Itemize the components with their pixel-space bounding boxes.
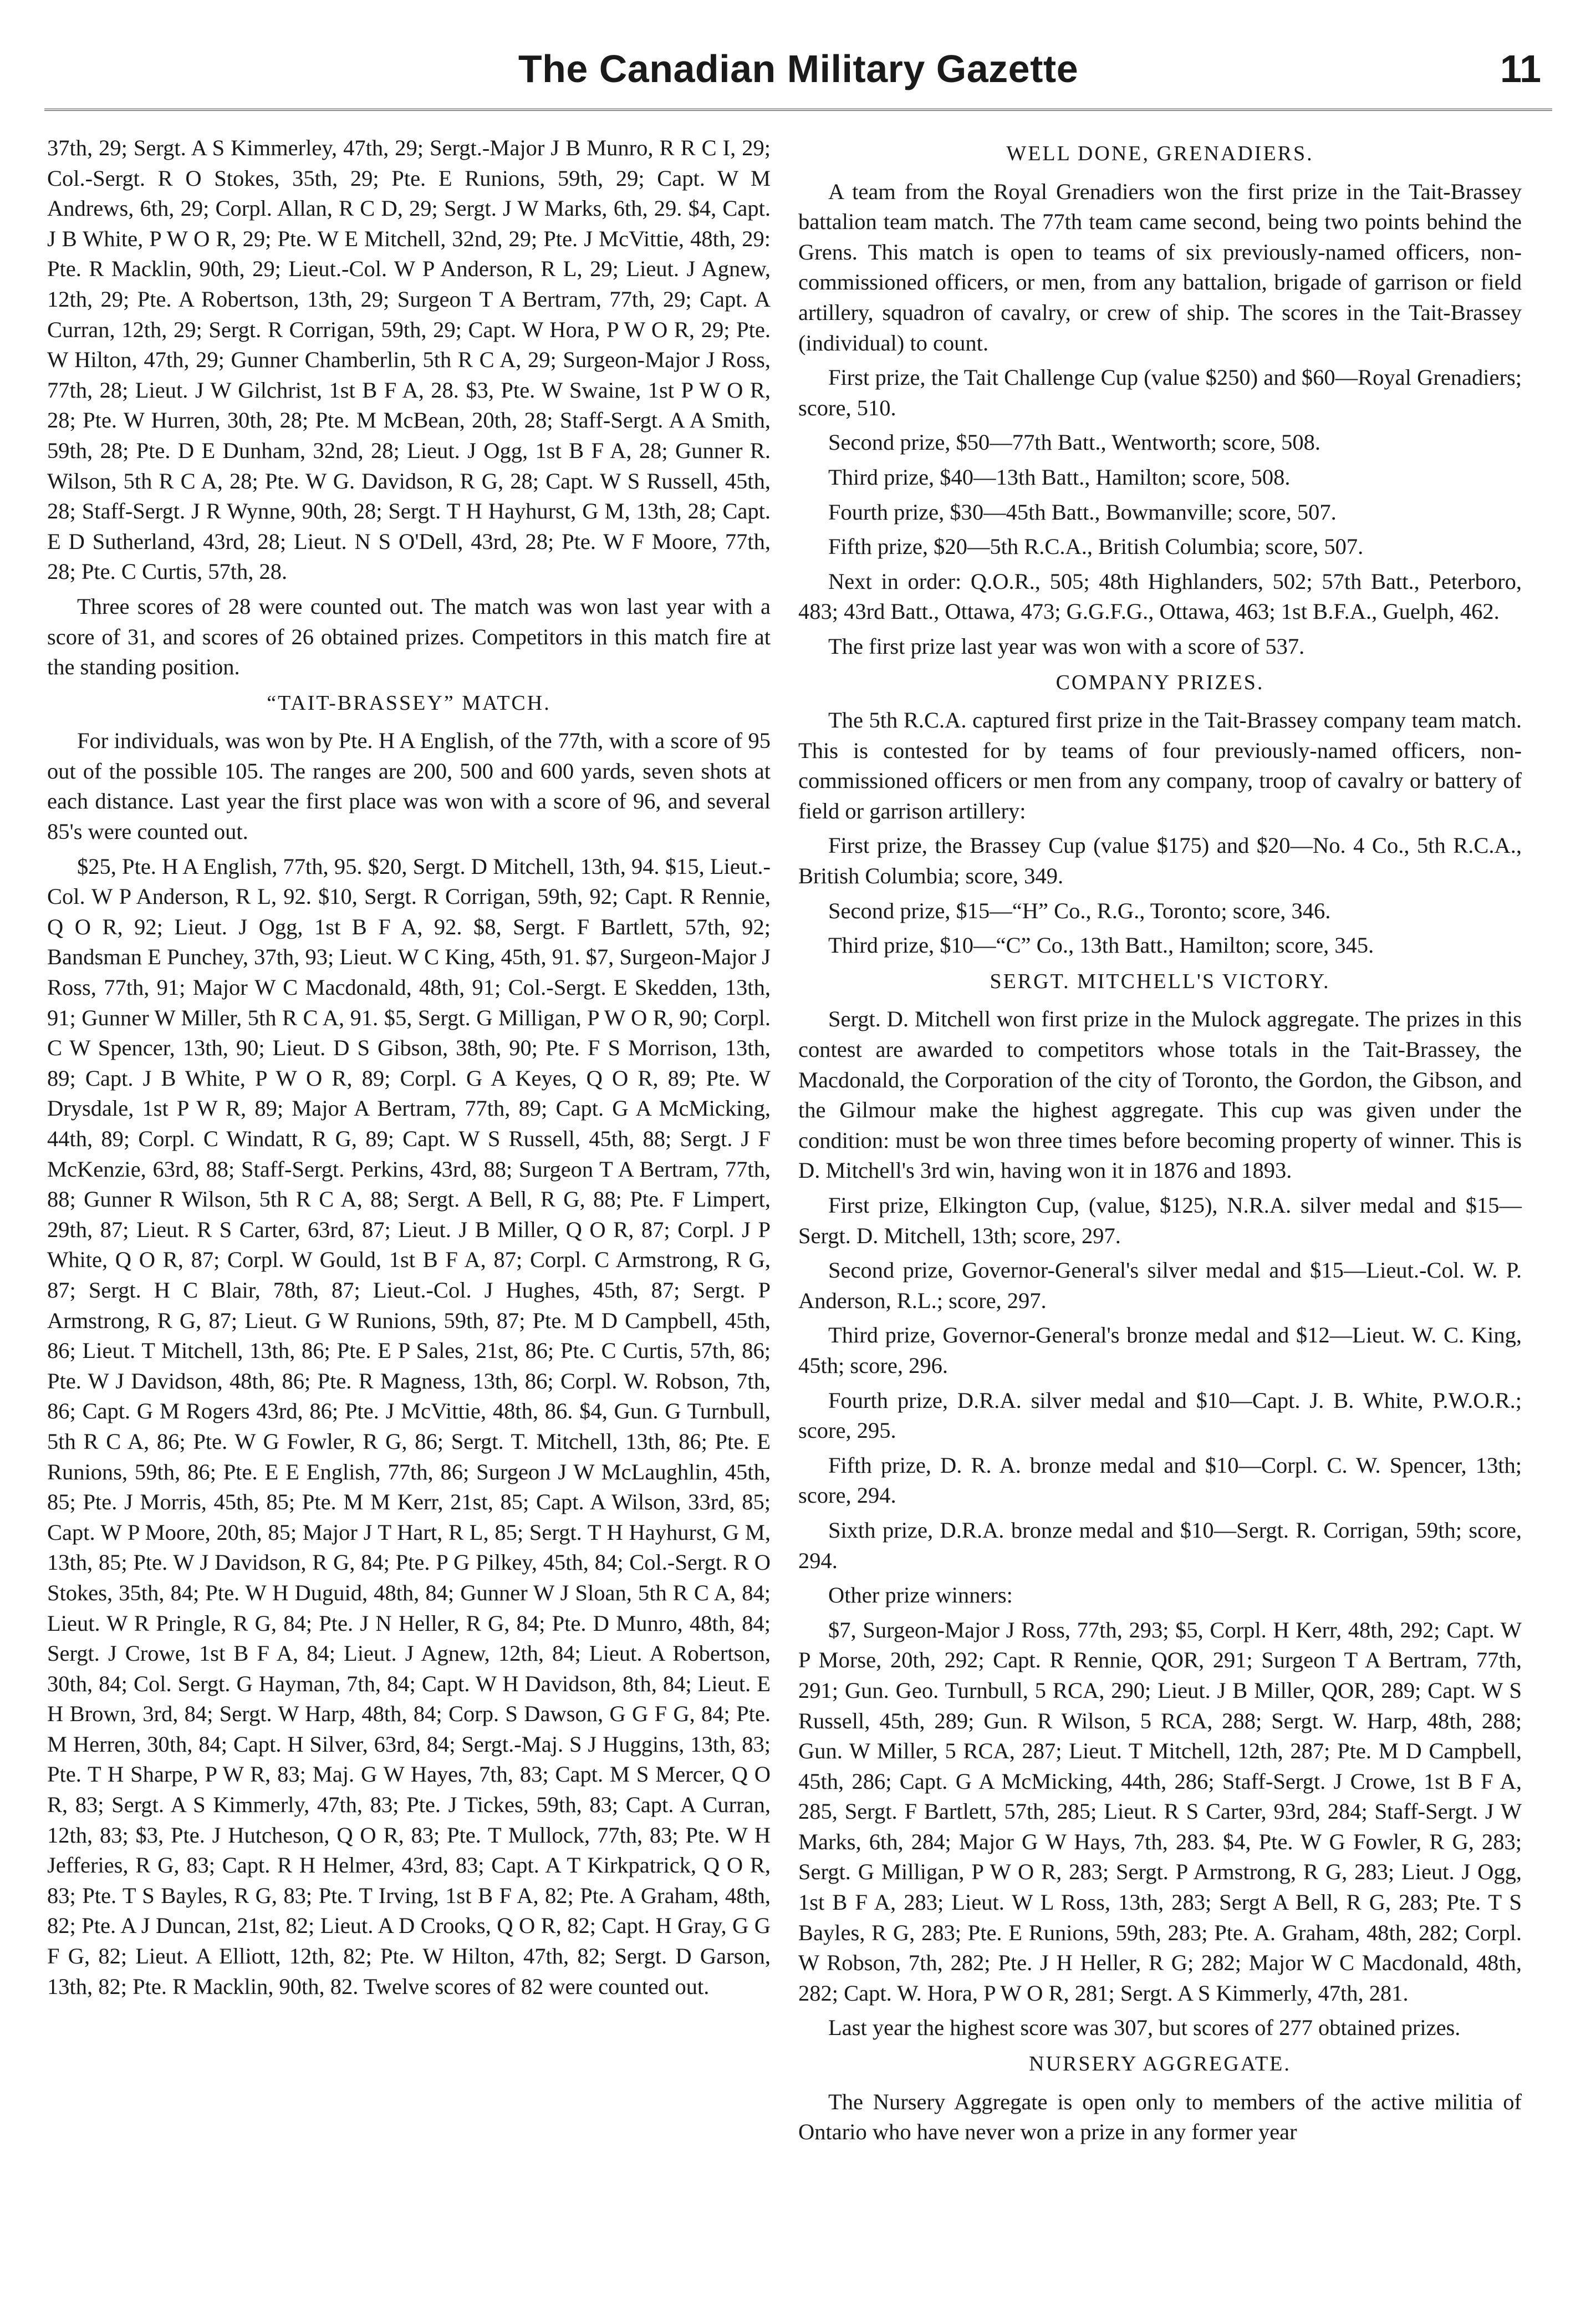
prize-line: Second prize, $15—“H” Co., R.G., Toronto; score, 346. xyxy=(828,898,1331,923)
page-number: 11 xyxy=(1500,47,1541,90)
paragraph: 37th, 29; Sergt. A S Kimmerley, 47th, 29; Sergt.-Major J B Munro, R R C I, 29; Col.-Sergt. R O Stokes, 35th, 29; Pte. E Runions, 59th, 29; Capt. W M Andrews, 6th, 29; Corpl. Allan, R C D, 29; Sergt. J W Marks, 6th, 29. $4, Capt. J B White, P W O R, 29; Pte. W E Mitchell, 32nd, 29; Pte. J McVittie, 48th, 29: Pte. R Macklin, 90th, 29; Lieut.-Col. W P Anderson, R L, 29; Lieut. J Agnew, 12th, 29; Pte. A Robertson, 13th, 29; Surgeon T A Bertram, 77th, 29; Capt. A Curran, 12th, 29; Sergt. R Corrigan, 59th, 29; Capt. W Hora, P W O R, 29; Pte. W Hilton, 47th, 29; Gunner Chamberlin, 5th R C A, 29; Surgeon-Major J Ross, 77th, 28; Lieut. J W Gilchrist, 1st B F A, 28. $3, Pte. W Swaine, 1st P W O R, 28; Pte. W Hurren, 30th, 28; Pte. M McBean, 20th, 28; Staff-Sergt. A A Smith, 59th, 28; Pte. D E Dunham, 32nd, 28; Lieut. J Ogg, 1st B F A, 28; Gunner R. Wilson, 5th R C A, 28; Pte. W G. Davidson, R G, 28; Capt. W S Russell, 45th, 28; Staff-Sergt. J R Wynne, 90th, 28; Sergt. T H Hayhurst, G M, 13th, 28; Capt. E D Sutherland, 43rd, 28; Lieut. N S O'Dell, 43rd, 28; Pte. W F Moore, 77th, 28; Pte. C Curtis, 57th, 28. xyxy=(47,135,771,584)
paragraph: The first prize last year was won with a score of 537. xyxy=(828,633,1305,659)
section-heading: WELL DONE, GRENADIERS. xyxy=(1006,142,1314,165)
prize-line: Second prize, Governor-General's silver medal and $15—Lieut.-Col. W. P. Anderson, R.L.; score, 297. xyxy=(798,1258,1522,1313)
paragraph: Next in order: Q.O.R., 505; 48th Highlanders, 502; 57th Batt., Peterboro, 483; 43rd Batt., Ottawa, 473; G.G.F.G., Ottawa, 463; 1st B.F.A., Guelph, 462. xyxy=(798,568,1522,624)
prize-line: Third prize, Governor-General's bronze medal and $12—Lieut. W. C. King, 45th; score, 296. xyxy=(798,1322,1522,1378)
prize-line: Fourth prize, D.R.A. silver medal and $10—Capt. J. B. White, P.W.O.R.; score, 295. xyxy=(798,1387,1522,1443)
paragraph: Sergt. D. Mitchell won first prize in the Mulock aggregate. The prizes in this contest are awarded to competitors whose totals in the Tait-Brassey, the Macdonald, the Corporation of the city of Toronto, the Gordon, the Gibson, and the Gilmour make the highest aggregate. This cup was given under the condition: must be won three times before becoming property of winner. This is D. Mitchell's 3rd win, having won it in 1876 and 1893. xyxy=(798,1006,1522,1183)
paragraph: Last year the highest score was 307, but scores of 277 obtained prizes. xyxy=(828,2015,1461,2041)
paragraph: $25, Pte. H A English, 77th, 95. $20, Sergt. D Mitchell, 13th, 94. $15, Lieut.-Col. W P Anderson, R L, 92. $10, Sergt. R Corrigan, 59th, 92; Capt. R Rennie, Q O R, 92; Lieut. J Ogg, 1st B F A, 92. $8, Sergt. F Bartlett, 57th, 92; Bandsman E Punchey, 37th, 93; Lieut. W C King, 45th, 91. $7, Surgeon-Major J Ross, 77th, 91; Major W C Macdonald, 48th, 91; Col.-Sergt. E Skedden, 13th, 91; Gunner W Miller, 5th R C A, 91. $5, Sergt. G Milligan, P W O R, 90; Corpl. C W Spencer, 13th, 90; Lieut. D S Gibson, 38th, 90; Pte. F S Morrison, 13th, 89; Capt. J B White, P W O R, 89; Corpl. G A Keyes, Q O R, 89; Pte. W Drysdale, 1st P W R, 89; Major A Bertram, 77th, 89; Capt. G A McMicking, 44th, 89; Corpl. C Windatt, R G, 89; Capt. W S Russell, 45th, 88; Sergt. J F McKenzie, 63rd, 88; Staff-Sergt. Perkins, 43rd, 88; Surgeon T A Bertram, 77th, 88; Gunner R Wilson, 5th R C A, 88; Sergt. A Bell, R G, 88; Pte. F Limpert, 29th, 87; Lieut. R S Carter, 63rd, 87; Lieut. J B Miller, Q O R, 87; Corpl. J P White, Q O R, 87; Corpl. W Gould, 1st B F A, 87; Corpl. C Armstrong, R G, 87; Sergt. H C Blair, 78th, 87; Lieut.-Col. J Hughes, 45th, 87; Sergt. P Armstrong, R G, 87; Lieut. G W Runions, 59th, 87; Pte. M D Campbell, 45th, 86; Lieut. T Mitchell, 13th, 86; Pte. E P Sales, 21st, 86; Pte. C Curtis, 57th, 86; Pte. W J Davidson, 48th, 86; Pte. R Magness, 13th, 86; Corpl. W. Robson, 7th, 86; Capt. G M Rogers 43rd, 86; Pte. J McVittie, 48th, 86. $4, Gun. G Turnbull, 5th R C A, 86; Pte. W G Fowler, R G, 86; Sergt. T. Mitchell, 13th, 86; Pte. E Runions, 59th, 86; Pte. E E English, 77th, 86; Surgeon J W McLaughlin, 45th, 85; Pte. J Morris, 45th, 85; Pte. M M Kerr, 21st, 85; Capt. A Wilson, 33rd, 85; Capt. W P Moore, 20th, 85; Major J T Hart, R L, 85; Sergt. T H Hayhurst, G M, 13th, 85; Pte. W J Davidson, R G, 84; Pte. P G Pilkey, 45th, 84; Col.-Sergt. R O Stokes, 35th, 84; Pte. W H Duguid, 48th, 84; Gunner W J Sloan, 5th R C A, 84; Lieut. W R Pringle, R G, 84; Pte. J N Heller, R G, 84; Pte. D Munro, 48th, 84; Sergt. J Crowe, 1st B F A, 84; Lieut. J Agnew, 12th, 84; Lieut. A Robertson, 30th, 84; Col. Sergt. G Hayman, 7th, 84; Capt. W H Davidson, 8th, 84; Lieut. E H Brown, 3rd, 84; Sergt. W Harp, 48th, 84; Corp. S Dawson, G G F G, 84; Pte. M Herren, 30th, 84; Capt. H Silver, 63rd, 84; Sergt.-Maj. S J Huggins, 13th, 83; Pte. T H Sharpe, P W R, 83; Maj. G W Hayes, 7th, 83; Capt. M S Mercer, Q O R, 83; Sergt. A S Kimmerly, 47th, 83; Pte. J Tickes, 59th, 83; Capt. A Curran, 12th, 83; $3, Pte. J Hutcheson, Q O R, 83; Pte. T Mullock, 77th, 83; Pte. W H Jefferies, R G, 83; Capt. R H Helmer, 43rd, 83; Capt. A T Kirkpatrick, Q O R, 83; Pte. T S Bayles, R G, 83; Pte. T Irving, 1st B F A, 82; Pte. A Graham, 48th, 82; Pte. A J Duncan, 21st, 82; Lieut. A D Crooks, Q O R, 82; Capt. H Gray, G G F G, 82; Lieut. A Elliott, 12th, 82; Pte. W Hilton, 47th, 82; Sergt. D Garson, 13th, 82; Pte. R Macklin, 90th, 82. Twelve scores of 82 were counted out. xyxy=(47,853,771,1999)
section-heading: COMPANY PRIZES. xyxy=(1055,670,1264,694)
newspaper-title: The Canadian Military Gazette xyxy=(518,47,1079,90)
prize-line: First prize, Elkington Cup, (value, $125), N.R.A. silver medal and $15—Sergt. D. Mitchell, 13th; score, 297. xyxy=(798,1193,1522,1248)
paragraph: For individuals, was won by Pte. H A English, of the 77th, with a score of 95 out of the possible 105. The ranges are 200, 500 and 600 yards, seven shots at each distance. Last year the first place was won with a score of 96, and several 85's were counted out. xyxy=(47,728,771,844)
prize-line: Fourth prize, $30—45th Batt., Bowmanville; score, 507. xyxy=(828,499,1337,525)
prize-line: Fifth prize, $20—5th R.C.A., British Columbia; score, 507. xyxy=(828,534,1364,559)
prize-line: Sixth prize, D.R.A. bronze medal and $10—Sergt. R. Corrigan, 59th; score, 294. xyxy=(798,1517,1522,1573)
paragraph: The 5th R.C.A. captured first prize in the Tait-Brassey company team match. This is contested for by teams of four previously-named officers, non-commissioned officers or men from any company, troop of cavalry or battery of field or garrison artillery: xyxy=(798,708,1522,823)
section-heading: “TAIT-BRASSEY” MATCH. xyxy=(267,691,551,715)
left-column xyxy=(47,133,771,2006)
prize-line: First prize, the Brassey Cup (value $175) and $20—No. 4 Co., 5th R.C.A., British Columbia; score, 349. xyxy=(798,833,1522,889)
header-rule xyxy=(44,109,1552,111)
paragraph: Three scores of 28 were counted out. The match was won last year with a score of 31, and scores of 26 obtained prizes. Competitors in this match fire at the standing position. xyxy=(47,593,771,680)
prize-line: First prize, the Tait Challenge Cup (value $250) and $60—Royal Grenadiers; score, 510. xyxy=(798,365,1522,420)
prize-line: Second prize, $50—77th Batt., Wentworth; score, 508. xyxy=(828,430,1320,455)
prize-line: Third prize, $40—13th Batt., Hamilton; score, 508. xyxy=(828,464,1291,490)
prize-line: Third prize, $10—“C” Co., 13th Batt., Hamilton; score, 345. xyxy=(828,933,1374,958)
section-heading: NURSERY AGGREGATE. xyxy=(1029,2052,1291,2076)
paragraph: A team from the Royal Grenadiers won the first prize in the Tait-Brassey battalion team match. The 77th team came second, being two points behind the Grens. This match is open to teams of six previously-named officers, non-commissioned officers, or men, from any battalion, brigade of garrison or field artillery, squadron of cavalry, or crew of ship. The scores in the Tait-Brassey (individual) to count. xyxy=(798,179,1522,355)
paragraph: $7, Surgeon-Major J Ross, 77th, 293; $5, Corpl. H Kerr, 48th, 292; Capt. W P Morse, 20th, 292; Capt. R Rennie, QOR, 291; Surgeon T A Bertram, 77th, 291; Gun. Geo. Turnbull, 5 RCA, 290; Lieut. J B Miller, QOR, 289; Capt. W S Russell, 45th, 289; Gun. R Wilson, 5 RCA, 288; Sergt. W. Harp, 48th, 288; Gun. W Miller, 5 RCA, 287; Lieut. T Mitchell, 12th, 287; Pte. M D Campbell, 45th, 286; Capt. G A McMicking, 44th, 286; Staff-Sergt. J Crowe, 1st B F A, 285, Sergt. F Bartlett, 57th, 285; Lieut. R S Carter, 93rd, 284; Staff-Sergt. J W Marks, 6th, 284; Major G W Hays, 7th, 283. $4, Pte. W G Fowler, R G, 283; Sergt. G Milligan, P W O R, 283; Sergt. P Armstrong, R G, 283; Lieut. J Ogg, 1st B F A, 283; Lieut. W L Ross, 13th, 283; Sergt A Bell, R G, 283; Pte. T S Bayles, R G, 283; Pte. E Runions, 59th, 283; Pte. A. Graham, 48th, 282; Corpl. W Robson, 7th, 282; Pte. J H Heller, R G; 282; Major W C Macdonald, 48th, 282; Capt. W. Hora, P W O R, 281; Sergt. A S Kimmerly, 47th, 281. xyxy=(798,1617,1522,2006)
paragraph: Other prize winners: xyxy=(828,1583,1013,1608)
prize-line: Fifth prize, D. R. A. bronze medal and $10—Corpl. C. W. Spencer, 13th; score, 294. xyxy=(798,1452,1522,1508)
page-header xyxy=(44,39,1552,105)
section-heading: SERGT. MITCHELL'S VICTORY. xyxy=(990,969,1330,993)
paragraph: The Nursery Aggregate is open only to members of the active militia of Ontario who have never won a prize in any former year xyxy=(798,2089,1522,2145)
right-column xyxy=(798,133,1522,2152)
